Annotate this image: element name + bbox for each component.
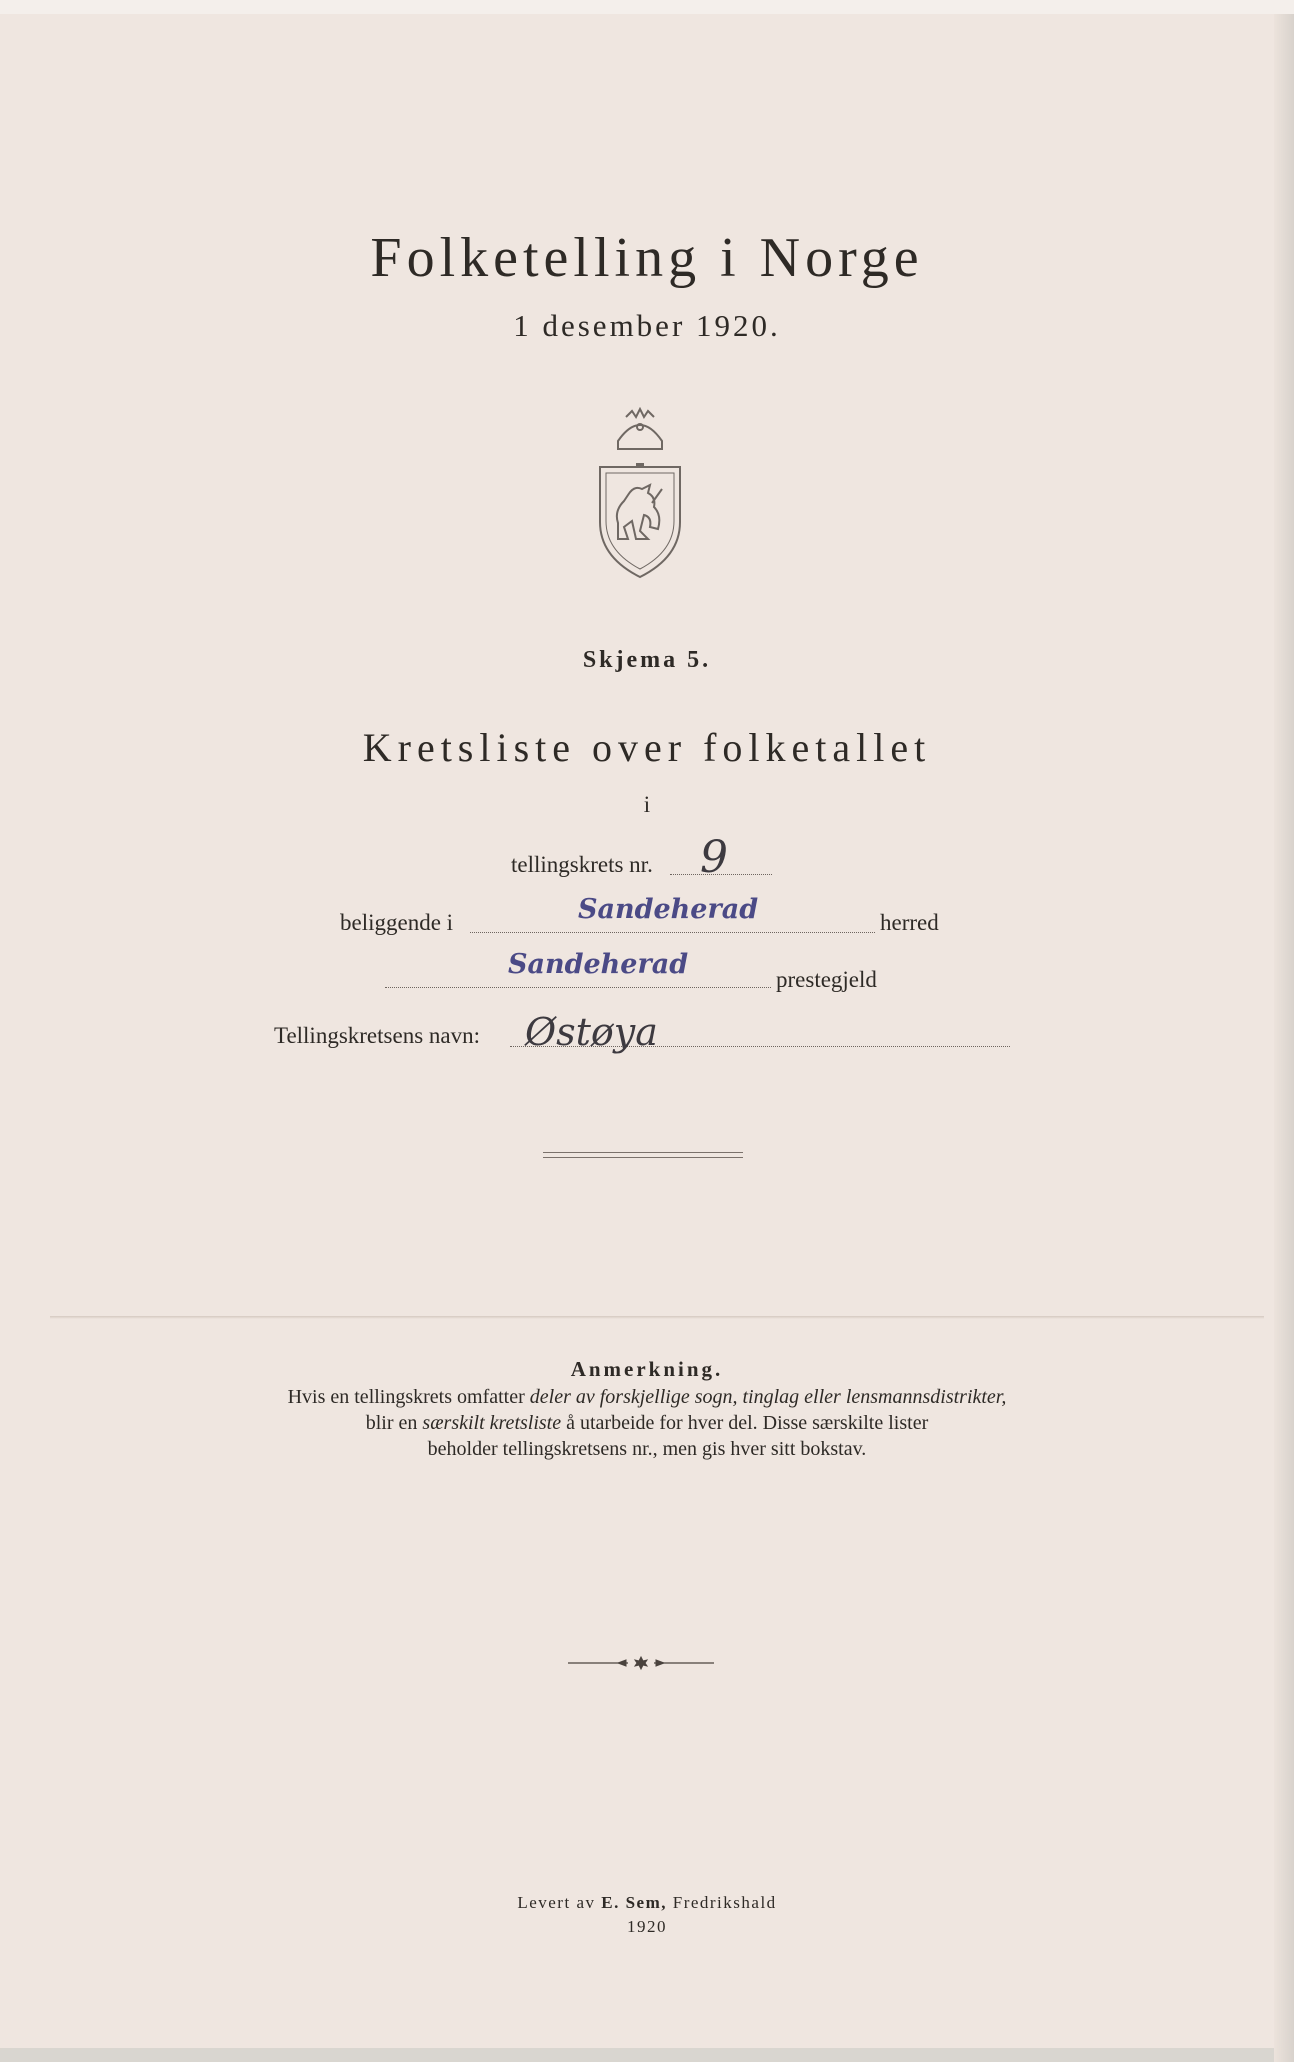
document-subtitle: Kretsliste over folketallet — [362, 725, 932, 770]
district-name-label: Tellingskretsens navn: — [274, 1023, 480, 1048]
printer-name: E. Sem, — [601, 1893, 667, 1912]
note-line-2-text-c: å utarbeide for hver del. Disse særskilte lister — [561, 1412, 929, 1434]
preposition-i: i — [643, 792, 651, 817]
parish-stamp: Sandeherad — [508, 949, 689, 980]
prestegjeld-label: prestegjeld — [776, 967, 877, 992]
note-line-2-text-a: blir en — [365, 1412, 423, 1434]
district-name-value: Østøya — [525, 1010, 658, 1054]
location-stamp: Sandeherad — [578, 894, 759, 925]
parish-line — [385, 987, 771, 988]
note-line-1 — [0, 1384, 1294, 1410]
printer-year: 1920 — [627, 1917, 667, 1936]
note-line-3: beholder tellingskretsens nr., men gis hver sitt bokstav. — [427, 1438, 867, 1460]
paper-fold — [50, 1316, 1264, 1319]
location-line — [470, 932, 875, 933]
printer-place: Fredrikshald — [666, 1893, 777, 1912]
krets-number-value: 9 — [700, 832, 728, 883]
krets-number-label: tellingskrets nr. — [511, 852, 653, 877]
location-label: beliggende i — [340, 910, 454, 935]
printer-prefix: Levert av — [517, 1893, 602, 1912]
printer-line — [0, 1891, 1294, 1915]
note-line-1-text: Hvis en tellingskrets omfatter — [287, 1386, 530, 1408]
note-line-2 — [0, 1410, 1294, 1436]
section-divider — [543, 1152, 743, 1158]
note-line-2-italic: særskilt kretsliste — [422, 1412, 562, 1434]
document-title: Folketelling i Norge — [370, 227, 924, 289]
star-ornament-icon — [566, 1655, 716, 1671]
herred-label: herred — [880, 910, 939, 935]
schema-number: Skjema 5. — [582, 647, 712, 673]
note-heading: Anmerkning. — [570, 1357, 724, 1381]
note-line-1-italic: deler av forskjellige sogn, tinglag eller lensmannsdistrikter, — [529, 1386, 1007, 1408]
note-body — [0, 1384, 1294, 1462]
norwegian-coat-of-arms-icon — [590, 407, 690, 582]
printer-imprint — [0, 1891, 1294, 1939]
document-date: 1 desember 1920. — [513, 308, 781, 343]
